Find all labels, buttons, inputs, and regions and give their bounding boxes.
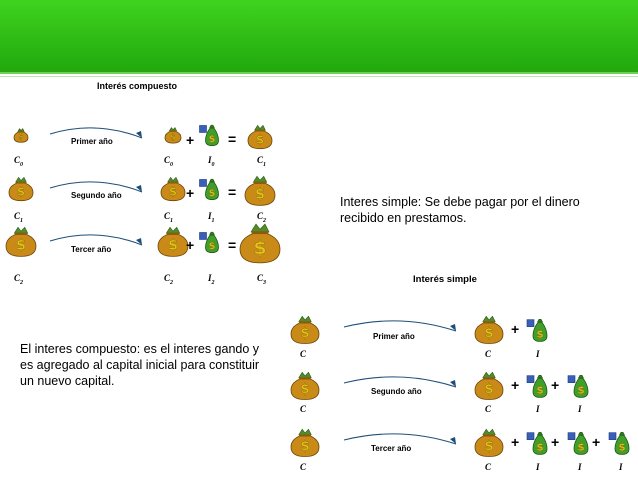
svg-text:$: $ bbox=[169, 184, 177, 199]
interest-bag-icon bbox=[200, 232, 219, 253]
plus-sign: + bbox=[551, 377, 560, 393]
step-label-year2: Segundo año bbox=[71, 191, 122, 200]
interest-label: I bbox=[536, 462, 540, 472]
svg-text:$: $ bbox=[256, 132, 264, 147]
svg-text:$: $ bbox=[618, 441, 626, 454]
svg-text:$: $ bbox=[253, 236, 267, 259]
money-bag-icon bbox=[291, 372, 319, 399]
svg-text:$: $ bbox=[208, 134, 216, 146]
money-bag-icon bbox=[248, 125, 272, 148]
svg-text:$: $ bbox=[16, 237, 26, 254]
simple-diagram-graphics bbox=[286, 271, 636, 476]
interest-bag-icon bbox=[568, 432, 588, 454]
svg-text:$: $ bbox=[208, 241, 216, 253]
interest-label: I bbox=[536, 404, 540, 414]
interest-bag-icon bbox=[527, 375, 547, 397]
money-bag-icon bbox=[475, 316, 503, 343]
simple-interest-diagram bbox=[286, 271, 636, 476]
interest-bag-icon bbox=[527, 319, 547, 341]
interest-label: $I_2$ bbox=[208, 273, 215, 286]
svg-text:$: $ bbox=[484, 382, 494, 398]
svg-text:$: $ bbox=[300, 439, 310, 455]
money-bag-icon bbox=[291, 316, 319, 343]
capital-label: $C_1$ bbox=[257, 155, 267, 168]
svg-text:$: $ bbox=[536, 384, 544, 397]
money-bag-icon bbox=[291, 429, 319, 456]
interest-label: $I_0$ bbox=[208, 155, 215, 168]
interest-label: $I_1$ bbox=[208, 211, 215, 224]
interest-bag-icon bbox=[527, 432, 547, 454]
compound-interest-text: El interes compuesto: es el interes gando y es agregado al capital inicial para constituir un nuevo capital. bbox=[20, 342, 260, 388]
money-bag-icon bbox=[475, 429, 503, 456]
interest-label: I bbox=[578, 404, 582, 414]
capital-label: C bbox=[300, 404, 307, 414]
interest-label: I bbox=[619, 462, 623, 472]
step-label-year1: Primer año bbox=[71, 137, 113, 146]
svg-text:$: $ bbox=[577, 441, 585, 454]
svg-text:$: $ bbox=[577, 384, 585, 397]
banner-divider-thin bbox=[0, 76, 638, 77]
step-label-year2: Segundo año bbox=[371, 387, 422, 396]
money-bag-icon bbox=[14, 129, 28, 143]
plus-sign: + bbox=[186, 132, 195, 148]
compound-diagram-title: Interés compuesto bbox=[97, 81, 178, 91]
top-banner bbox=[0, 0, 638, 72]
money-bag-icon bbox=[158, 227, 188, 256]
money-bag-icon bbox=[475, 372, 503, 399]
svg-text:$: $ bbox=[300, 326, 310, 342]
interest-bag-icon bbox=[568, 375, 588, 397]
capital-label: $C_2$ bbox=[14, 273, 24, 286]
capital-label: C bbox=[485, 349, 492, 359]
svg-text:$: $ bbox=[536, 328, 544, 341]
step-label-year3: Tercer año bbox=[71, 245, 112, 254]
interest-label: I bbox=[578, 462, 582, 472]
svg-text:$: $ bbox=[168, 237, 178, 254]
simple-diagram-title: Interés simple bbox=[413, 274, 477, 285]
capital-label: $C_0$ bbox=[164, 155, 174, 168]
capital-label: $C_3$ bbox=[257, 273, 267, 286]
svg-text:$: $ bbox=[208, 188, 216, 200]
svg-text:$: $ bbox=[536, 441, 544, 454]
interest-bag-icon bbox=[200, 179, 219, 200]
interest-bag-icon bbox=[609, 432, 629, 454]
svg-text:$: $ bbox=[484, 439, 494, 455]
money-bag-icon bbox=[9, 177, 33, 200]
capital-label: C bbox=[300, 349, 307, 359]
progress-arrow-icon bbox=[344, 321, 456, 331]
svg-text:$: $ bbox=[300, 382, 310, 398]
equals-sign: = bbox=[228, 237, 237, 253]
svg-text:$: $ bbox=[17, 184, 25, 199]
svg-text:$: $ bbox=[18, 133, 24, 142]
compound-diagram-graphics bbox=[5, 78, 290, 286]
svg-text:$: $ bbox=[170, 132, 176, 142]
compound-interest-diagram bbox=[5, 78, 290, 286]
progress-arrow-icon bbox=[344, 434, 456, 444]
plus-sign: + bbox=[551, 434, 560, 450]
money-bag-icon bbox=[6, 227, 36, 256]
money-bag-icon bbox=[161, 177, 185, 200]
capital-label: $C_1$ bbox=[164, 211, 174, 224]
svg-text:$: $ bbox=[484, 326, 494, 342]
capital-label: C bbox=[485, 462, 492, 472]
equals-sign: = bbox=[228, 131, 237, 147]
plus-sign: + bbox=[186, 185, 195, 201]
capital-label: $C_1$ bbox=[14, 211, 24, 224]
equals-sign: = bbox=[228, 184, 237, 200]
capital-label: $C_2$ bbox=[257, 211, 267, 224]
capital-label: $C_0$ bbox=[14, 155, 24, 168]
money-bag-icon bbox=[165, 128, 181, 144]
money-bag-icon bbox=[240, 224, 280, 263]
plus-sign: + bbox=[186, 237, 195, 253]
step-label-year3: Tercer año bbox=[371, 444, 412, 453]
progress-arrow-icon bbox=[344, 377, 456, 387]
step-label-year1: Primer año bbox=[373, 332, 415, 341]
capital-label: C bbox=[300, 462, 307, 472]
capital-label: C bbox=[485, 404, 492, 414]
plus-sign: + bbox=[511, 377, 520, 393]
plus-sign: + bbox=[511, 434, 520, 450]
plus-sign: + bbox=[511, 321, 520, 337]
plus-sign: + bbox=[592, 434, 601, 450]
simple-interest-text: Interes simple: Se debe pagar por el dinero recibido en prestamos. bbox=[340, 195, 580, 225]
capital-label: $C_2$ bbox=[164, 273, 174, 286]
interest-label: I bbox=[536, 349, 540, 359]
banner-divider bbox=[0, 72, 638, 74]
money-bag-icon bbox=[245, 176, 275, 205]
progress-arrow-icon bbox=[50, 235, 142, 245]
svg-text:$: $ bbox=[255, 186, 265, 203]
interest-bag-icon bbox=[200, 125, 219, 146]
